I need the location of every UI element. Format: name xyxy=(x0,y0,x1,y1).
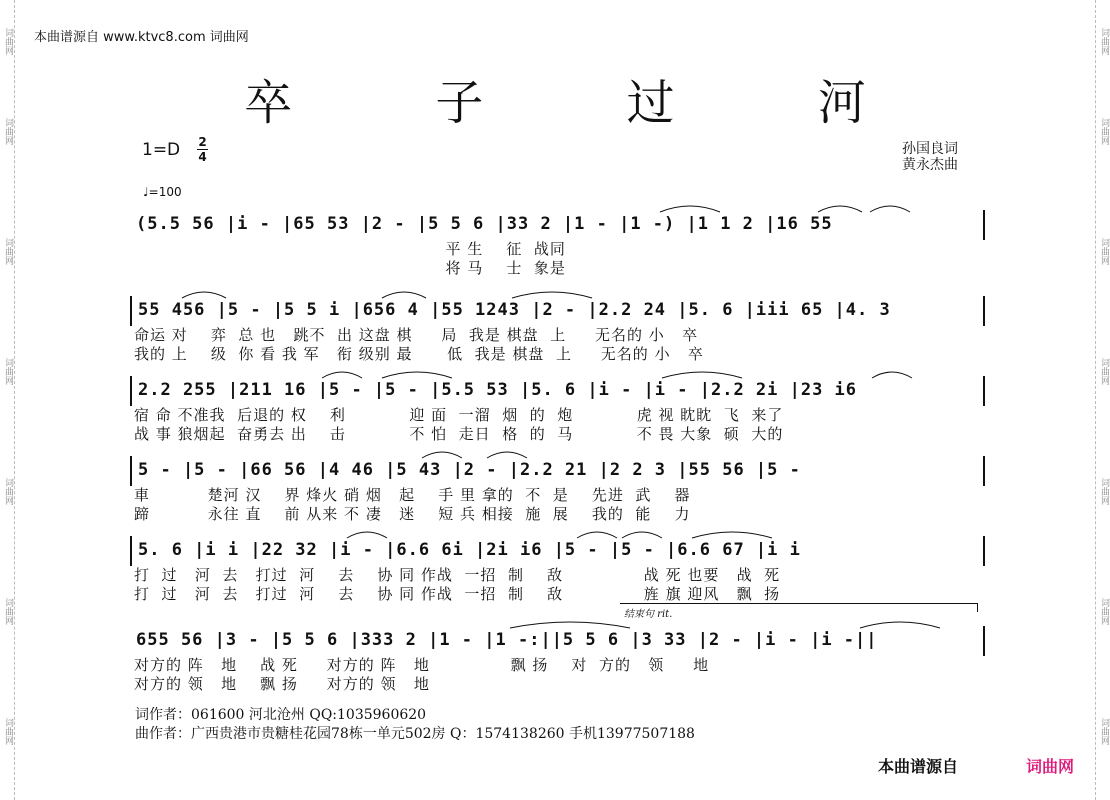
time-signature-top: 2 xyxy=(198,135,207,149)
side-watermark: 词曲网 xyxy=(3,358,13,385)
slur-marks xyxy=(130,200,985,214)
side-watermark: 词曲网 xyxy=(1099,238,1109,265)
brand-source-label: 本曲谱源自 xyxy=(878,757,959,776)
slur-marks xyxy=(132,446,987,460)
notation-line xyxy=(130,626,985,656)
side-watermark: 词曲网 xyxy=(3,238,13,265)
time-signature-bottom: 4 xyxy=(198,150,207,164)
slur-marks xyxy=(130,616,985,630)
notes: 2.2 255 |211 16 |5 - |5 - |5.5 53 |5. 6 |i - |i - |2.2 2i |23 i6 xyxy=(138,380,858,400)
lyric-verse-1: 对方的 阵 地 战 死 对方的 阵 地 飘 扬 对 方的 领 地 xyxy=(134,656,710,674)
side-watermark: 词曲网 xyxy=(3,718,13,745)
composer-contact: 曲作者：广西贵港市贵糖桂花园78栋一单元502房 Q：1574138260 手机13977507188 xyxy=(135,726,695,742)
tempo-marking: ♩=100 xyxy=(143,185,182,199)
side-watermark: 词曲网 xyxy=(1099,358,1109,385)
lyricist-contact: 词作者：061600 河北沧州 QQ:1035960620 xyxy=(135,707,427,723)
lyric-verse-1: 命运 对 弈 总 也 跳不 出 这盘 棋 局 我是 棋盘 上 无名的 小 卒 xyxy=(134,326,699,344)
slur-marks xyxy=(132,366,987,380)
notes: 5 - |5 - |66 56 |4 46 |5 43 |2 - |2.2 21 |2 2 3 |55 56 |5 - xyxy=(138,460,801,480)
score-row-3 xyxy=(130,376,985,444)
notation-line xyxy=(130,210,985,240)
ending-label: 结束句 rit. xyxy=(624,609,673,620)
notes: 55 456 |5 - |5 5 i |656 4 |55 1243 |2 - |2.2 24 |5. 6 |iii 65 |4. 3 xyxy=(138,300,891,320)
side-watermark: 词曲网 xyxy=(1099,28,1109,55)
lyric-verse-2: 将 马 士 象是 xyxy=(134,259,566,277)
key-signature: 1=D xyxy=(142,140,181,160)
source-line: 本曲谱源自 www.ktvc8.com 词曲网 xyxy=(34,30,249,45)
notation-line xyxy=(130,296,985,326)
side-watermark: 词曲网 xyxy=(3,28,13,55)
notation-line xyxy=(130,536,985,566)
score-row-2 xyxy=(130,296,985,364)
notes: 5. 6 |i i |22 32 |i - |6.6 6i |2i i6 |5 - |5 - |6.6 67 |i i xyxy=(138,540,801,560)
side-watermark: 词曲网 xyxy=(1099,478,1109,505)
score-row-1 xyxy=(130,210,985,278)
side-watermark: 词曲网 xyxy=(3,478,13,505)
lyric-verse-2: 我的 上 级 你 看 我 军 衔 级别 最 低 我是 棋盘 上 无名的 小 卒 xyxy=(134,345,704,363)
side-watermark: 词曲网 xyxy=(1099,118,1109,145)
credits xyxy=(902,141,958,173)
notes: 655 56 |3 - |5 5 6 |333 2 |1 - |1 -:||5 5 6 |3 33 |2 - |i - |i -|| xyxy=(136,630,878,650)
lyric-verse-2: 蹄 永往 直 前 从来 不 凄 迷 短 兵 相接 施 展 我的 能 力 xyxy=(134,505,691,523)
lyric-verse-1: 打 过 河 去 打过 河 去 协 同 作战 一招 制 敌 战 死 也要 战 死 xyxy=(134,566,781,584)
side-watermark: 词曲网 xyxy=(3,598,13,625)
side-watermark: 词曲网 xyxy=(1099,718,1109,745)
lyric-verse-2: 打 过 河 去 打过 河 去 协 同 作战 一招 制 敌 旌 旗 迎风 飘 扬 xyxy=(134,585,781,603)
notation-line xyxy=(130,456,985,486)
lyric-verse-1: 宿 命 不准我 后退的 权 利 迎 面 一溜 烟 的 炮 虎 视 眈眈 飞 来了 xyxy=(134,406,784,424)
score-row-6 xyxy=(130,626,985,694)
time-signature xyxy=(197,136,208,163)
score-row-4 xyxy=(130,456,985,524)
lyric-verse-2: 对方的 领 地 飘 扬 对方的 领 地 xyxy=(134,675,430,693)
composer-credit: 黄永杰曲 xyxy=(902,157,958,173)
lyric-verse-2: 战 事 狼烟起 奋勇去 出 击 不 怕 走日 格 的 马 不 畏 大象 硕 大的 xyxy=(134,425,784,443)
song-title: 卒 子 过 河 xyxy=(244,75,930,131)
score-row-5 xyxy=(130,536,985,604)
ending-bracket xyxy=(620,603,978,612)
notes: (5.5 56 |i - |65 53 |2 - |5 5 6 |33 2 |1 - |1 -) |1 1 2 |16 55 xyxy=(136,214,833,234)
lyric-verse-1: 車 楚河 汉 界 烽火 硝 烟 起 手 里 拿的 不 是 先进 武 器 xyxy=(134,486,691,504)
slur-marks xyxy=(132,526,987,540)
lyric-verse-1: 平 生 征 战同 xyxy=(134,240,566,258)
brand-logo-text[interactable]: 词曲网 xyxy=(1026,757,1075,776)
notation-line xyxy=(130,376,985,406)
side-watermark: 词曲网 xyxy=(1099,598,1109,625)
side-watermark: 词曲网 xyxy=(3,118,13,145)
lyricist-credit: 孙国良词 xyxy=(902,141,958,157)
slur-marks xyxy=(132,286,987,300)
